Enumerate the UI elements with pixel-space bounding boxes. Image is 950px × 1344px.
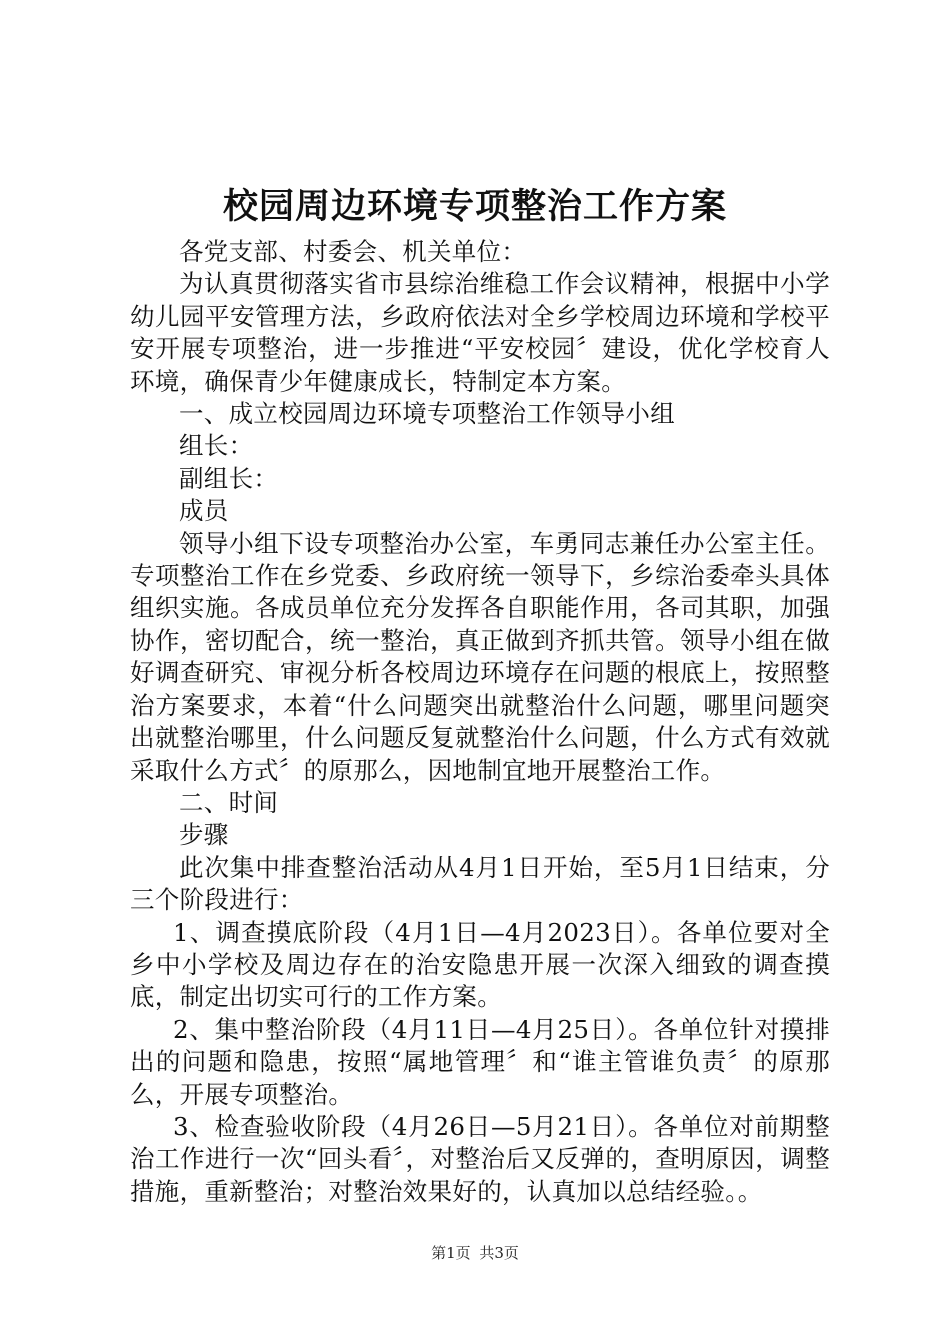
document-title: 校园周边环境专项整治工作方案 bbox=[222, 186, 727, 227]
page-number: 第1页 bbox=[431, 1244, 471, 1262]
schedule-paragraph: 此次集中排查整治活动从4月1日开始，至5月1日结束，分三个阶段进行： bbox=[130, 852, 830, 915]
intro-paragraph: 为认真贯彻落实省市县综治维稳工作会议精神，根据中小学幼儿园平安管理方法，乡政府依法对全乡学校周边环境和学校平安开展专项整治，进一步推进“平安校园〞建设，优化学校育人环境，确保青少年健康成长，特制定本方案。 bbox=[130, 269, 831, 396]
group-leader-line: 组长： bbox=[179, 431, 254, 461]
section-heading-2: 二、时间 bbox=[179, 787, 279, 817]
steps-line: 步骤 bbox=[179, 820, 229, 850]
phase-2-paragraph: 2、集中整治阶段（4月11日—4月25日）。各单位针对摸排出的问题和隐患，按照“属地管理〞和“谁主管谁负责〞的原那么，开展专项整治。 bbox=[130, 1014, 830, 1109]
salutation: 各党支部、村委会、机关单位： bbox=[179, 237, 527, 266]
phase-1-paragraph: 1、调查摸底阶段（4月1日—4月2023日）。各单位要对全乡中小学校及周边存在的治安隐患开展一次深入细致的调查摸底，制定出切实可行的工作方案。 bbox=[130, 917, 830, 1012]
page-footer bbox=[0, 1243, 950, 1263]
phase-3-paragraph: 3、检查验收阶段（4月26日—5月21日）。各单位对前期整治工作进行一次“回头看〞，对整治后又反弹的，查明原因，调整措施，重新整治；对整治效果好的，认真加以总结经验。。 bbox=[130, 1111, 830, 1206]
section-heading-1: 一、成立校园周边环境专项整治工作领导小组 bbox=[179, 399, 675, 429]
members-line: 成员 bbox=[179, 496, 229, 526]
leadership-paragraph: 领导小组下设专项整治办公室，车勇同志兼任办公室主任。专项整治工作在乡党委、乡政府统一领导下，乡综治委牵头具体组织实施。各成员单位充分发挥各自职能作用，各司其职，加强协作，密切配合，统一整治，真正做到齐抓共管。领导小组在做好调查研究、审视分析各校周边环境存在问题的根底上，按照整治方案要求，本着“什么问题突出就整治什么问题，哪里问题突出就整治哪里，什么问题反复就整治什么问题，什么方式有效就采取什么方式〞的原那么，因地制宜地开展整治工作。 bbox=[130, 528, 830, 785]
document-body bbox=[130, 236, 830, 1208]
page-total: 共3页 bbox=[479, 1244, 519, 1262]
deputy-leader-line: 副组长： bbox=[179, 463, 279, 493]
